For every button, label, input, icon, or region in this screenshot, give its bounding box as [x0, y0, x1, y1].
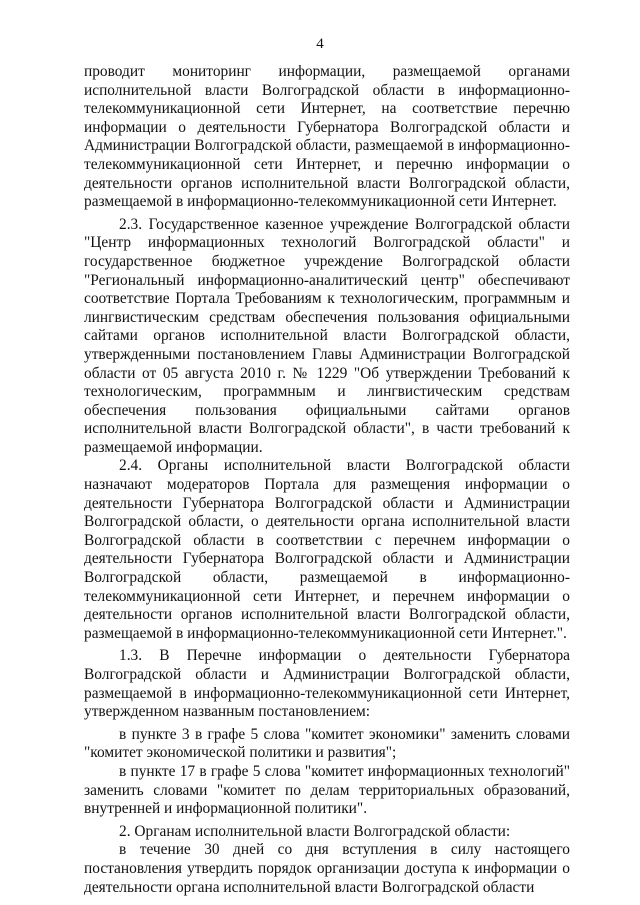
document-body [84, 63, 570, 897]
paragraph-1-3: 1.3. В Перечне информации о деятельности Губернатора Волгоградской области и Администрации Волгоградской области, размещаемой в информационно-телекоммуникационной сети Интернет, утвержденном названным постановлением: [84, 647, 570, 721]
page-number: 4 [316, 36, 324, 52]
paragraph-within-30-days: в течение 30 дней со дня вступления в силу настоящего постановления утвердить порядок организации доступа к информации о деятельности органа исполнительной власти Волгоградской области [84, 841, 570, 896]
paragraph-monitoring-continuation: проводит мониторинг информации, размещаемой органами исполнительной власти Волгоградской области в информационно-телекоммуникационной сети Интернет, на соответствие перечню информации о деятельности Губернатора Волгоградской области и Администрации Волгоградской области, размещаемой в информационно-телекоммуникационной сети Интернет, и перечню информации о деятельности органов исполнительной власти Волгоградской области, размещаемой в информационно-телекоммуникационной сети Интернет. [84, 63, 570, 211]
paragraph-2-4: 2.4. Органы исполнительной власти Волгоградской области назначают модераторов Портала для размещения информации о деятельности Губернатора Волгоградской области и Администрации Волгоградской области, о деятельности органа исполнительной власти Волгоградской области в соответствии с перечнем информации о деятельности Губернатора Волгоградской области и Администрации Волгоградской области, размещаемой в информационно-телекоммуникационной сети Интернет, и перечнем информации о деятельности органов исполнительной власти Волгоградской области, размещаемой в информационно-телекоммуникационной сети Интернет.". [84, 457, 570, 642]
paragraph-2-3: 2.3. Государственное казенное учреждение Волгоградской области "Центр информационных технологий Волгоградской области" и государственное бюджетное учреждение Волгоградской области "Региональный информационно-аналитический центр" обеспечивают соответствие Портала Требованиям к технологическим, программным и лингвистическим средствам обеспечения пользования официальными сайтами органов исполнительной власти Волгоградской области, утвержденными постановлением Главы Администрации Волгоградской области от 05 августа 2010 г. № 1229 "Об утверждении Требований к технологическим, программным и лингвистическим средствам обеспечения пользования официальными сайтами органов исполнительной власти Волгоградской области", в части требований к размещаемой информации. [84, 215, 570, 456]
paragraph-point-3: в пункте 3 в графе 5 слова "комитет экономики" заменить словами "комитет экономической политики и развития"; [84, 725, 570, 762]
paragraph-point-17: в пункте 17 в графе 5 слова "комитет информационных технологий" заменить словами "комитет по делам территориальных образований, внутренней и информационной политики". [84, 762, 570, 818]
paragraph-2: 2. Органам исполнительной власти Волгоградской области: [119, 822, 511, 840]
